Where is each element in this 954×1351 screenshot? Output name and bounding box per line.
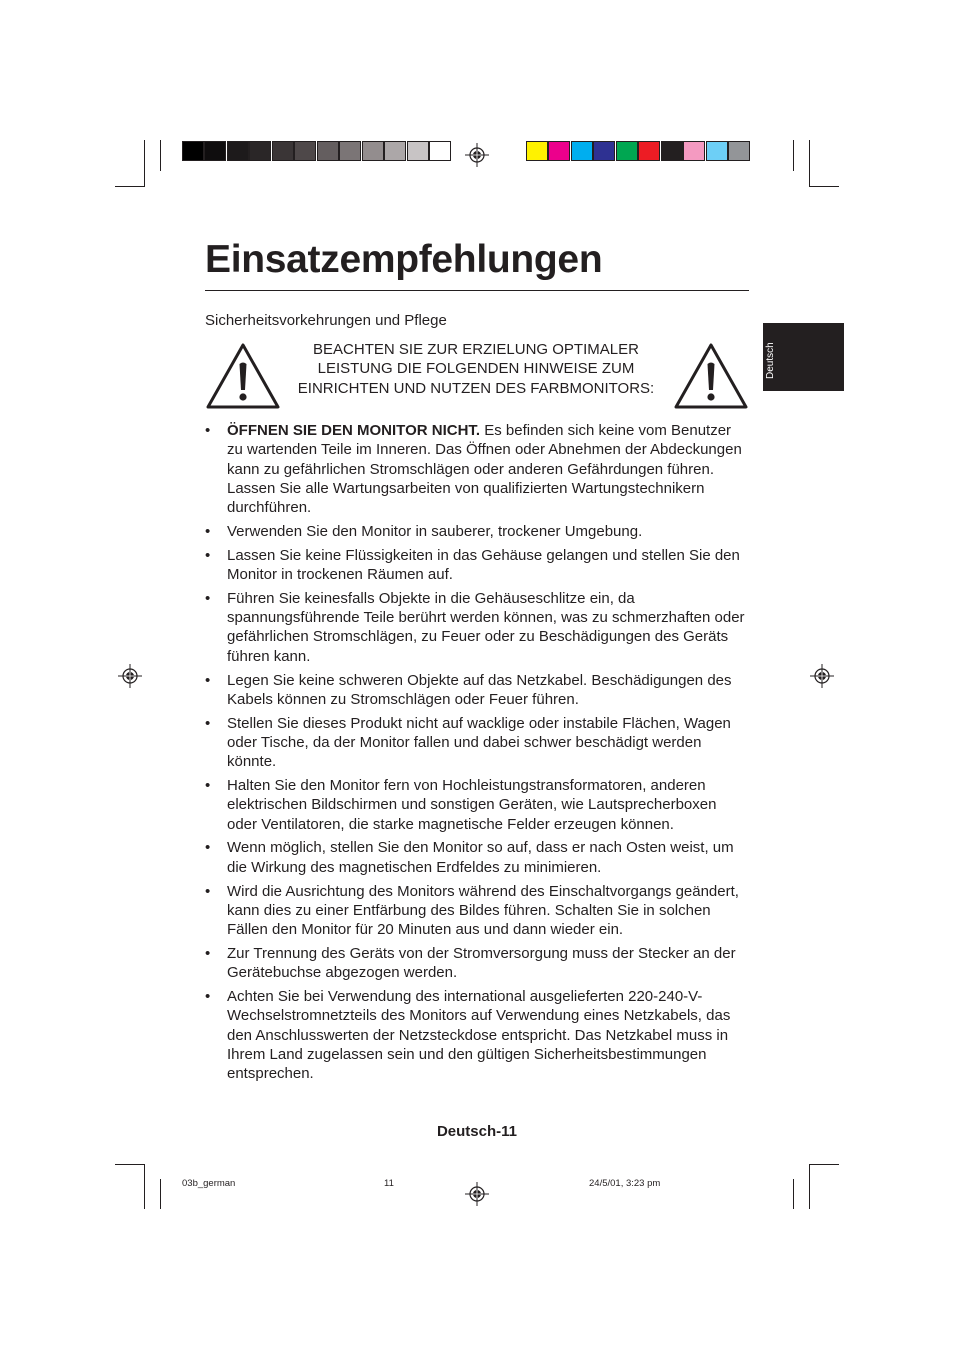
list-item-emphasis: ÖFFNEN SIE DEN MONITOR NICHT. [227, 422, 481, 439]
list-item [205, 589, 750, 666]
color-swatch [204, 141, 226, 161]
page-number: Deutsch-11 [436, 1123, 518, 1140]
list-item-text: Führen Sie keinesfalls Objekte in die Gehäuseschlitze ein, da spannungsführende Teile berührt werden können, was zu schmerzhaften oder gefährlichen Stromschlägen, zu Feuer oder zu Beschädigungen des Geräts führen kann. [227, 589, 745, 665]
registration-mark-icon [810, 664, 834, 688]
crop-mark [793, 1179, 794, 1209]
list-item [205, 522, 750, 541]
crop-mark [160, 140, 161, 171]
color-swatch [571, 141, 593, 161]
color-swatch [249, 141, 271, 161]
footer-page: 11 [384, 1178, 394, 1189]
bullet-symbol: • [205, 546, 211, 564]
warning-triangle-icon [673, 342, 749, 410]
list-item [205, 671, 750, 710]
list-item-text: Wird die Ausrichtung des Monitors während des Einschaltvorgangs geändert, kann dies zu einer Entfärbung des Bildes führen. Schalten Sie in solchen Fällen den Monitor für 20 Minuten aus und dann wieder ein. [227, 882, 739, 939]
list-item [205, 714, 750, 772]
list-item [205, 421, 750, 517]
list-item-text: Wenn möglich, stellen Sie den Monitor so auf, dass er nach Osten weist, um die Wirkung des magnetischen Erdfeldes zu minimieren. [227, 839, 734, 876]
color-swatch [384, 141, 406, 161]
list-item [205, 546, 750, 585]
color-calibration-bar [526, 141, 751, 161]
list-item-text: Achten Sie bei Verwendung des international ausgelieferten 220-240-V-Wechselstromnetzteils des Monitors auf Verwendung eines Netzkabels, das den Anschlusswerten der Netzsteckdose entspricht. Das Netzkabel muss in Ihrem Land zugelassen sein und den gültigen Sicherheitsbestimmungen entsprechen. [227, 988, 731, 1083]
registration-mark-icon [465, 143, 489, 167]
list-item-text: Zur Trennung des Geräts von der Stromversorgung muss der Stecker an der Gerätebuchse abgezogen werden. [227, 944, 736, 982]
color-swatch [362, 141, 384, 161]
crop-mark [144, 1164, 145, 1209]
registration-mark-icon [118, 664, 142, 688]
warning-triangle-icon [205, 342, 281, 410]
crop-mark [144, 140, 145, 186]
color-swatch [616, 141, 638, 161]
color-swatch [429, 141, 451, 161]
color-swatch [638, 141, 660, 161]
language-tab-label: Deutsch [765, 342, 776, 379]
crop-mark [809, 1164, 810, 1209]
list-item [205, 882, 750, 940]
crop-mark [115, 186, 145, 187]
list-item-text: Legen Sie keine schweren Objekte auf das Netzkabel. Beschädigungen des Kabels können zu Stromschlägen oder Feuer führen. [227, 671, 732, 708]
list-item-text: Stellen Sie dieses Produkt nicht auf wacklige oder instabile Flächen, Wagen oder Tische, da der Monitor fallen und dabei schwer beschädigt werden könnte. [227, 714, 731, 771]
color-swatch [317, 141, 339, 161]
color-swatch [661, 141, 683, 161]
bullet-symbol: • [205, 522, 211, 540]
color-swatch [227, 141, 249, 161]
bullet-symbol: • [205, 944, 211, 962]
list-item-text: Lassen Sie keine Flüssigkeiten in das Gehäuse gelangen und stellen Sie den Monitor in trockenen Räumen auf. [227, 546, 740, 584]
safety-instructions-list [205, 421, 750, 1088]
color-swatch [272, 141, 294, 161]
color-swatch [526, 141, 548, 161]
color-swatch [593, 141, 615, 161]
color-swatch [294, 141, 316, 161]
bullet-symbol: • [205, 988, 211, 1006]
color-swatch [182, 141, 204, 161]
grayscale-calibration-bar [182, 141, 452, 161]
crop-mark [809, 186, 839, 187]
color-swatch [683, 141, 705, 161]
bullet-symbol: • [205, 839, 211, 857]
crop-mark [115, 1164, 145, 1165]
list-item-text: Es befinden sich keine vom Benutzer zu wartenden Teile im Inneren. Das Öffnen oder Abnehmen der Abdeckungen kann zu gefährlichen Stromschlägen oder anderen Gefährdungen führen. Lassen Sie alle Wartungsarbeiten von qualifizierten Wartungstechnikern durchführen. [227, 422, 742, 517]
color-swatch [548, 141, 570, 161]
crop-mark [809, 140, 810, 186]
list-item [205, 944, 750, 983]
footer-file-name: 03b_german [182, 1178, 236, 1189]
language-tab [763, 323, 844, 391]
list-item-text: Halten Sie den Monitor fern von Hochleistungstransformatoren, anderen elektrischen Bildschirmen und sonstigen Geräten, wie Lautsprecherboxen oder Ventilatoren, die starke magnetische Felder erzeugen können. [227, 777, 717, 833]
color-swatch [407, 141, 429, 161]
color-swatch [339, 141, 361, 161]
list-item [205, 987, 750, 1083]
crop-mark [809, 1164, 839, 1165]
list-item [205, 838, 750, 877]
bullet-symbol: • [205, 714, 211, 732]
bullet-symbol: • [205, 422, 211, 439]
bullet-symbol: • [205, 882, 211, 900]
color-swatch [706, 141, 728, 161]
bullet-symbol: • [205, 777, 211, 795]
warning-notice: BEACHTEN SIE ZUR ERZIELUNG OPTIMALER LEISTUNG DIE FOLGENDEN HINWEISE ZUM EINRICHTEN UND NUTZEN DES FARBMONITORS: [297, 341, 655, 397]
list-item-text: Verwenden Sie den Monitor in sauberer, trockener Umgebung. [227, 522, 643, 540]
bullet-symbol: • [205, 589, 211, 607]
list-item [205, 776, 750, 834]
bullet-symbol: • [205, 671, 211, 689]
title-divider [205, 290, 749, 291]
crop-mark [160, 1179, 161, 1209]
registration-mark-icon [465, 1182, 489, 1206]
page-title: Einsatzempfehlungen [205, 238, 603, 281]
crop-mark [793, 140, 794, 171]
section-subtitle: Sicherheitsvorkehrungen und Pflege [205, 312, 447, 329]
color-swatch [728, 141, 750, 161]
footer-date: 24/5/01, 3:23 pm [589, 1178, 661, 1189]
